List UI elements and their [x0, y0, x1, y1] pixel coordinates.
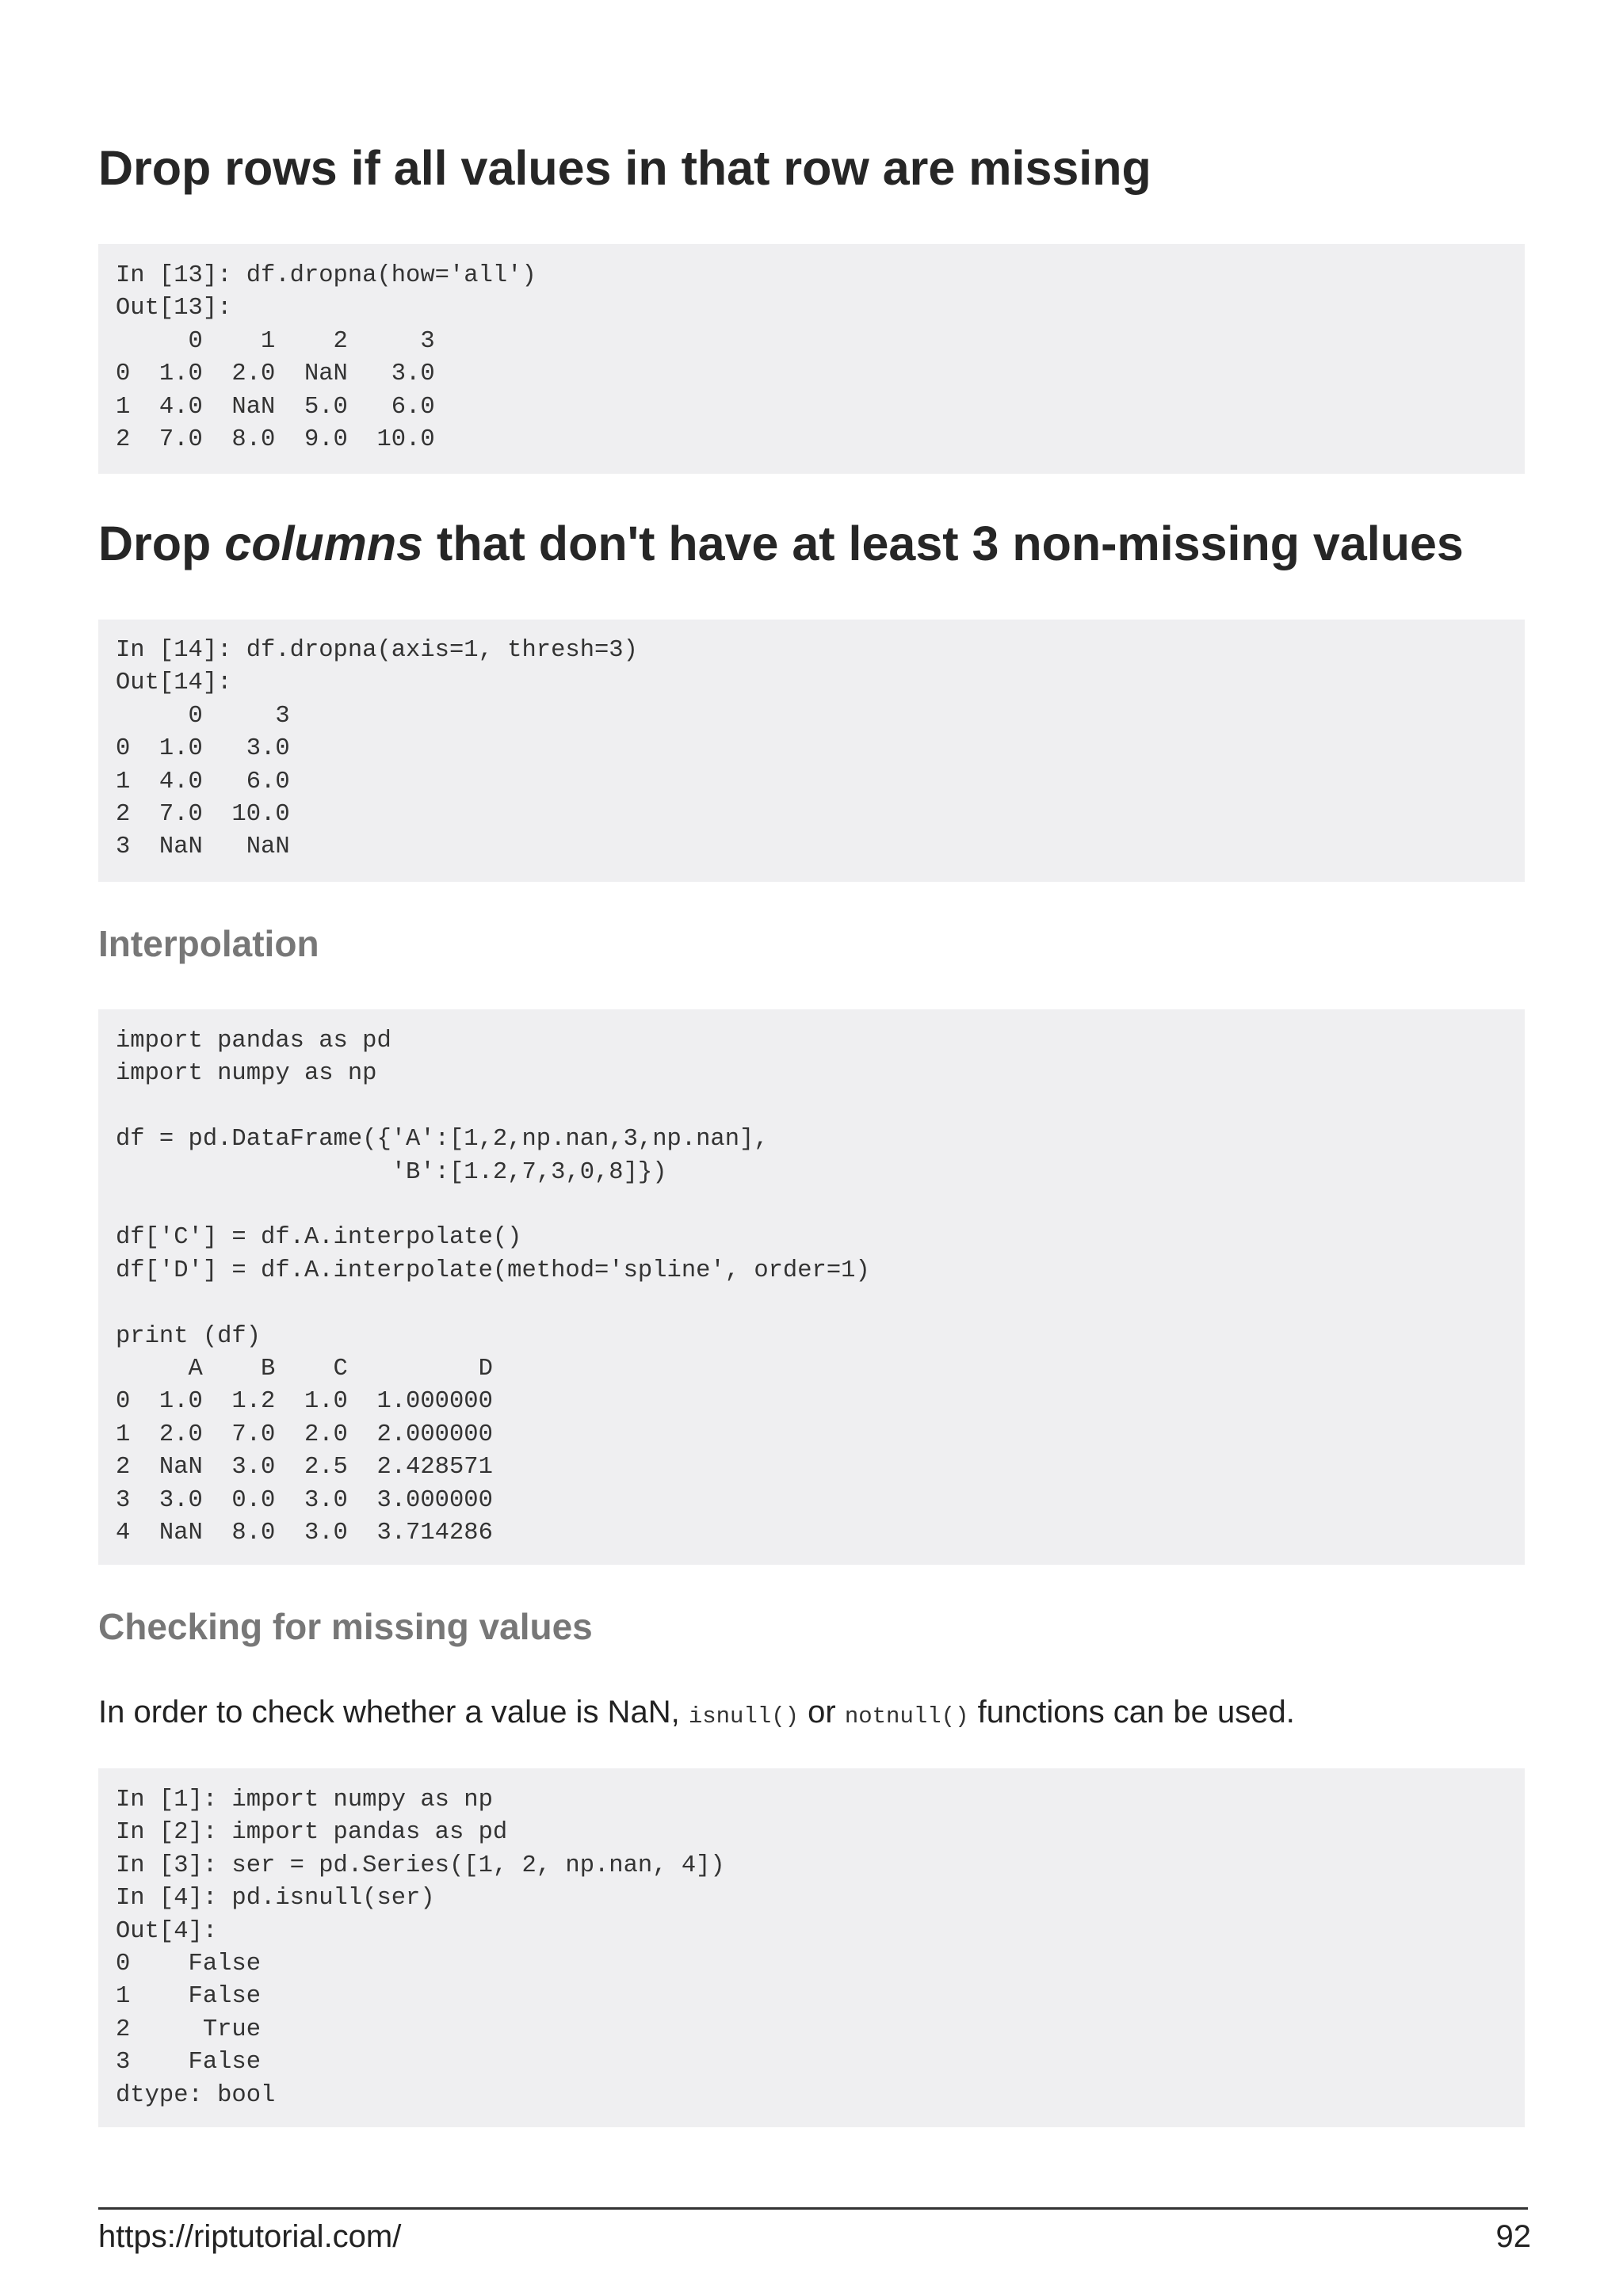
heading-emphasis: columns	[224, 517, 424, 570]
inline-code-notnull: notnull()	[844, 1703, 969, 1730]
footer-divider	[98, 2207, 1528, 2210]
heading-text: Drop	[98, 517, 225, 570]
code-text: In [1]: import numpy as np In [2]: import pandas as pd In [3]: ser = pd.Series([1, 2, np.nan, 4]) In [4]: pd.isnull(ser) Out[4]: 0 False 1 False 2 True 3 False dtype: bool	[116, 1787, 725, 2109]
heading-drop-columns	[98, 514, 1464, 573]
paragraph-text: functions can be used.	[968, 1695, 1295, 1730]
code-text: In [14]: df.dropna(axis=1, thresh=3) Out[14]: 0 3 0 1.0 3.0 1 4.0 6.0 2 7.0 10.0 3 NaN NaN	[116, 637, 638, 861]
code-block-dropna-thresh	[98, 620, 1525, 882]
heading-interpolation: Interpolation	[98, 923, 319, 964]
footer-url: https://riptutorial.com/	[98, 2219, 402, 2254]
paragraph-text: In order to check whether a value is NaN,	[98, 1695, 689, 1730]
code-text: import pandas as pd import numpy as np df = pd.DataFrame({'A':[1,2,np.nan,3,np.nan], 'B':[1.2,7,3,0,8]}) df['C'] = df.A.interpolate() df['D'] = df.A.interpolate(method='spline', order=1) print (df) A B C D 0 1.0 1.2 1.0 1.000000 1 2.0 7.0 2.0 2.000000 2 NaN 3.0 2.5 2.428571 3 3.0 0.0 3.0 3.000000 4 NaN 8.0 3.0 3.714286	[116, 1028, 870, 1547]
page-number: 92	[1495, 2219, 1531, 2254]
code-block-interpolation	[98, 1009, 1525, 1565]
heading-text: that don't have at least 3 non-missing values	[423, 517, 1464, 570]
heading-drop-rows: Drop rows if all values in that row are missing	[98, 141, 1151, 195]
code-block-dropna-how-all	[98, 244, 1525, 474]
paragraph-text: or	[799, 1695, 845, 1730]
code-block-isnull	[98, 1768, 1525, 2127]
paragraph-checking	[98, 1691, 1295, 1737]
inline-code-isnull: isnull()	[688, 1703, 800, 1730]
code-text: In [13]: df.dropna(how='all') Out[13]: 0 1 2 3 0 1.0 2.0 NaN 3.0 1 4.0 NaN 5.0 6.0 2 7.0 8.0 9.0 10.0	[116, 262, 537, 454]
heading-checking-missing: Checking for missing values	[98, 1606, 593, 1647]
